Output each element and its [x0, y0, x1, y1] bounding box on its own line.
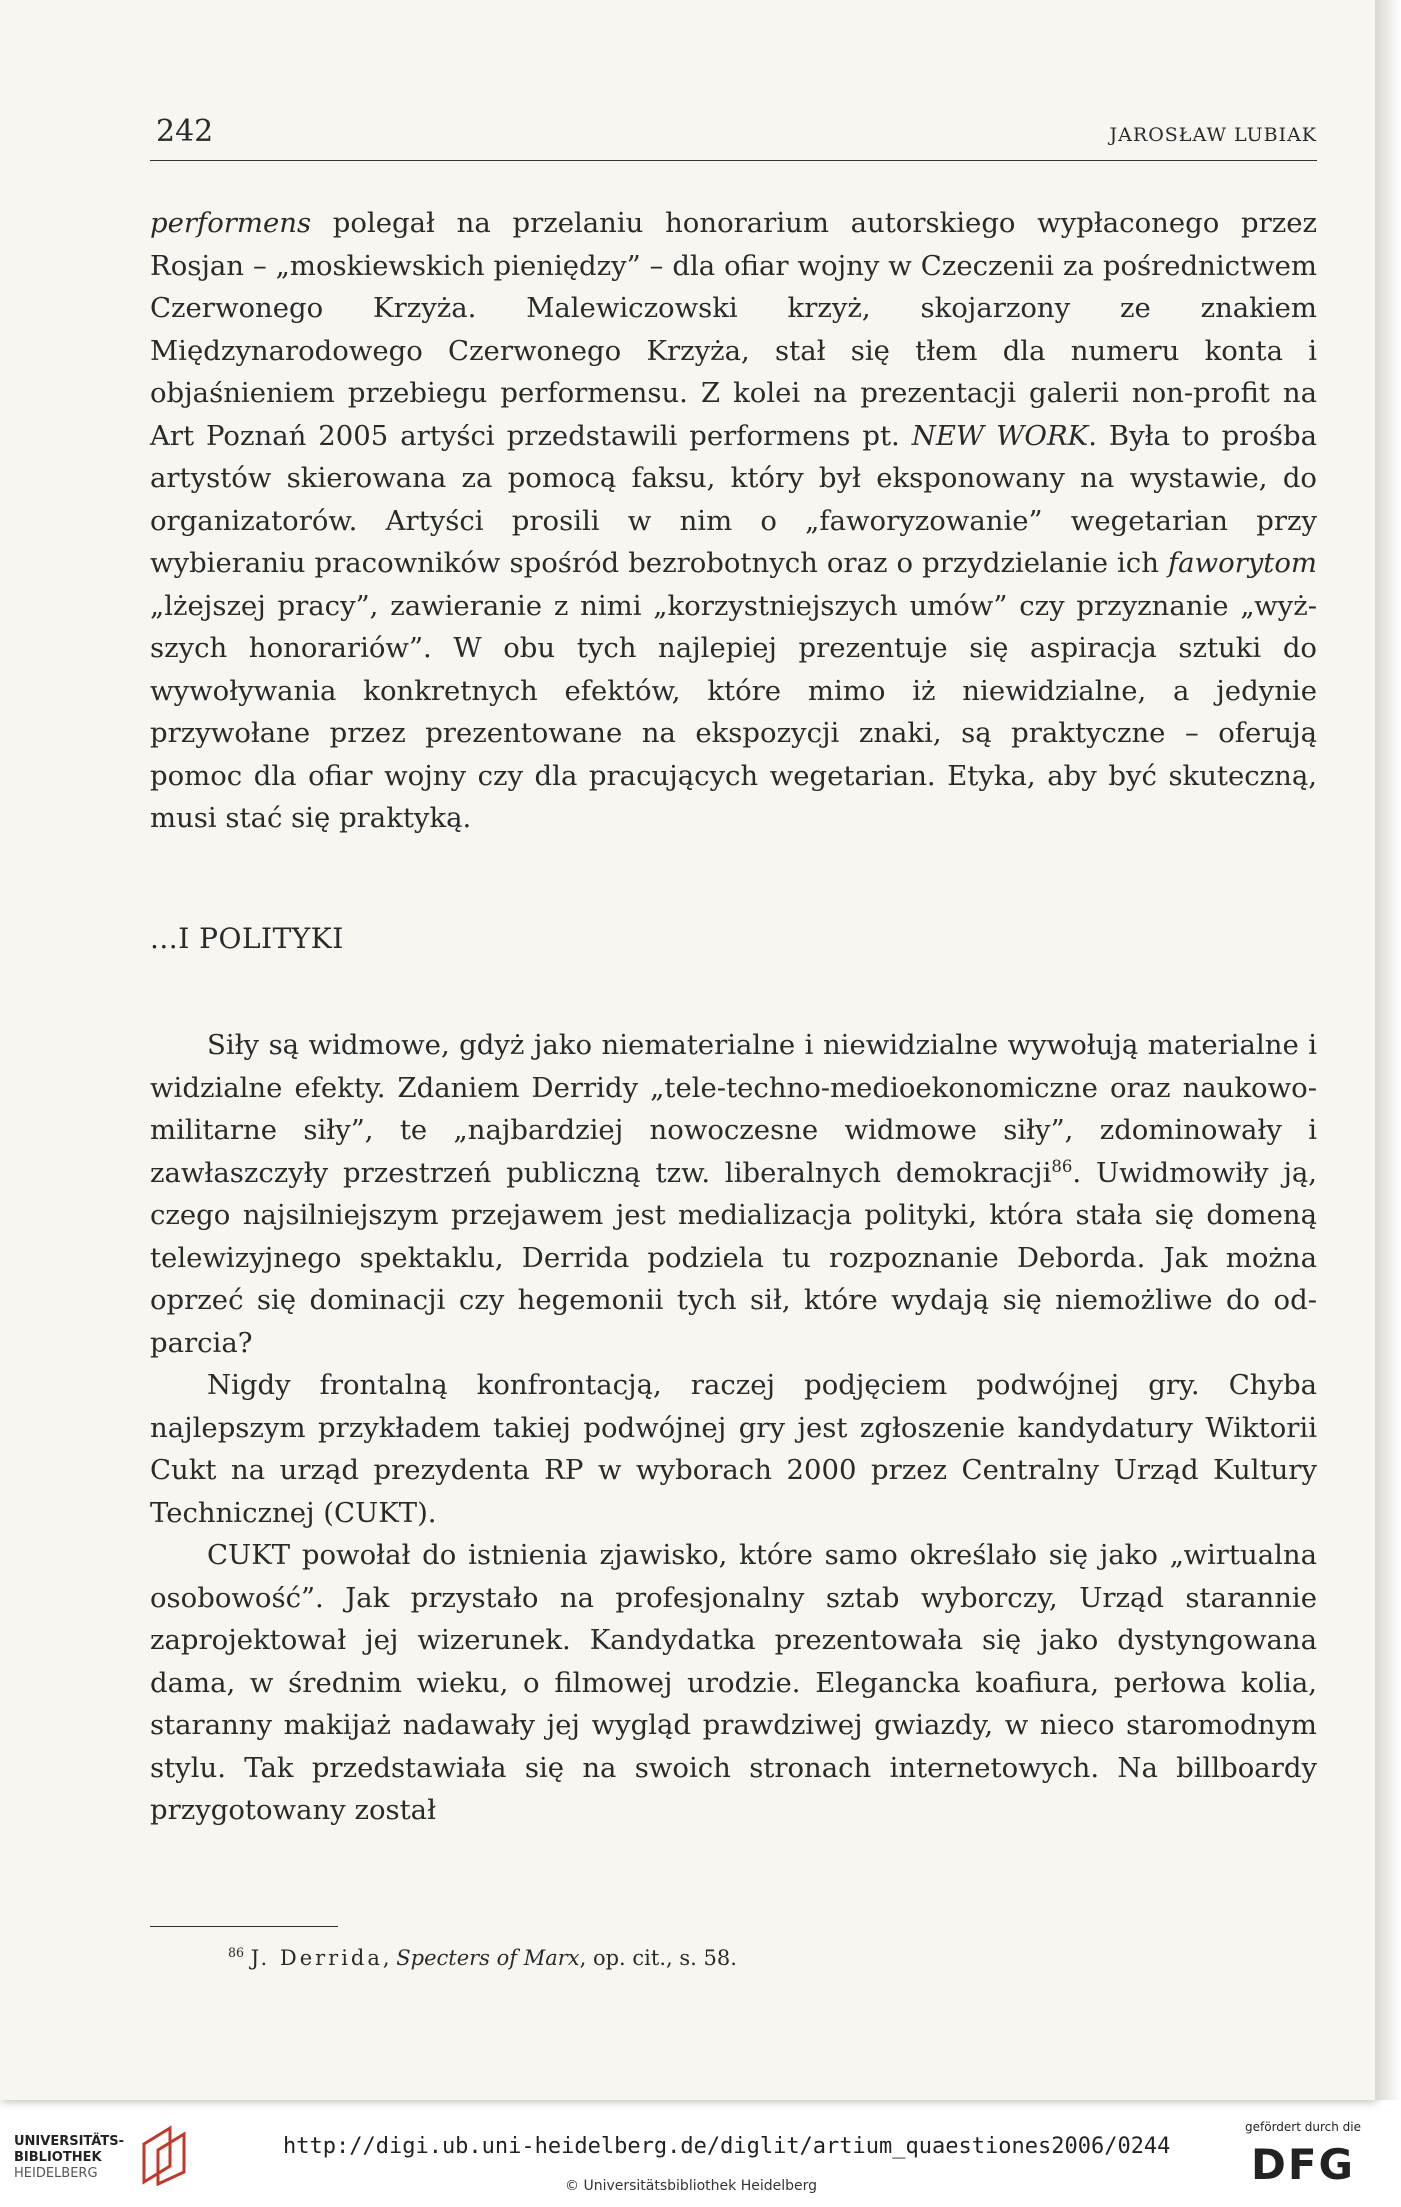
- italic-word: faworytom: [1167, 547, 1317, 579]
- page-number: 242: [156, 114, 214, 149]
- paragraph: performens polegał na przelaniu honorarium autorskiego wypłaconego przez Rosjan – „moskiewskich pieniędzy” – dla ofiar wojny w Czeczenii za pośrednictwem Czerwonego Krzyża. Malewiczowski krzyż, skojarzony ze znakiem Międzynarodowego Czerwonego Krzyża, stał się tłem dla numeru konta i objaśnieniem przebiegu performensu. Z kolei na prezentacji galerii non-profit na Art Poznań 2005 artyści przedstawili performens pt. NEW WORK. Była to prośba artystów skierowana za pomocą faksu, który był eksponowany na wystawie, do organizatorów. Artyści prosili w nim o „faworyzowanie” wegetarian przy wybieraniu pracowników spośród bezrobotnych oraz o przydzielanie ich faworytom „lżejszej pracy”, zawieranie z nimi „korzystniejszych umów” czy przyznanie „wyższych honorariów”. W obu tych najlepiej prezentuje się aspiracja sztuki do wywoływania konkretnych efektów, które mimo iż niewidzialne, a jedynie przywołane przez prezentowane na ekspozycji znaki, są praktyczne – oferują pomoc dla ofiar wojny czy dla pracujących wegetarian. Etyka, aby być skuteczną, musi stać się praktyką.: [150, 207, 1317, 834]
- library-mark-icon: [140, 2122, 196, 2186]
- footnote-author: J. Derrida: [250, 1946, 383, 1970]
- digitization-footer: [0, 2112, 1401, 2207]
- page-header: [150, 110, 1317, 161]
- footnote: $^{86}$ J. Derrida, Specters of Marx, op. cit., s. 58.: [228, 1945, 737, 1970]
- source-url[interactable]: http://digi.ub.uni-heidelberg.de/diglit/artium_quaestiones2006/0244: [283, 2134, 1171, 2159]
- footnote-title: Specters of Marx: [396, 1946, 580, 1970]
- italic-title: NEW WORK: [911, 419, 1089, 452]
- section-heading: ...I POLITYKI: [150, 921, 344, 955]
- body-text: [150, 202, 1317, 1832]
- library-logo[interactable]: UNIVERSITÄTS- BIBLIOTHEK HEIDELBERG: [14, 2134, 124, 2181]
- footnote-divider: [150, 1926, 338, 1927]
- footnote-number: 86: [228, 1945, 245, 1960]
- paragraph: Siły są widmowe, gdyż jako niematerialne i niewidzialne wywołują materialne i widzialne efekty. Zdaniem Derridy „tele-techno-medioekonomiczne oraz naukowo-militarne siły”, te „najbardziej nowoczesne widmowe siły”, zdominowały i zawłaszczyły przestrzeń publiczną tzw. liberalnych demokracji$^{86}$. Uwidmowiły ją, czego najsilniejszym przejawem jest medializacja polityki, która stała się domeną telewizyjnego spektaklu, Derrida podziela tu rozpoznanie Deborda. Jak można oprzeć się dominacji czy hegemonii tych sił, które wydają się niemożliwe do odparcia?: [150, 1029, 1317, 1359]
- copyright-notice: © Universitätsbibliothek Heidelberg: [565, 2178, 818, 2194]
- paragraph: CUKT powołał do istnienia zjawisko, które samo określało się jako „wirtualna osobowość”. Jak przystało na profesjonalny sztab wyborczy, Urząd starannie zaprojektował jej wizerunek. Kandydatka prezentowała się jako dystyngowana dama, w średnim wieku, o filmowej urodzie. Elegancka koafiura, perłowa kolia, staranny makijaż nadawały jej wygląd prawdziwej gwiazdy, w nieco staromodnym stylu. Tak przedstawiała się na swoich stronach internetowych. Na billboardy przygotowany został: [150, 1539, 1317, 1826]
- page-edge: [1375, 0, 1401, 2100]
- funder-logo[interactable]: gefördert durch die DFG: [1245, 2120, 1361, 2189]
- italic-term: performens: [150, 207, 312, 239]
- footnote-reference[interactable]: 86: [1051, 1156, 1073, 1176]
- paragraph: Nigdy frontalną konfrontacją, raczej podjęciem podwójnej gry. Chyba najlepszym przykładem takiej podwójnej gry jest zgłoszenie kandydatury Wiktorii Cukt na urząd prezydenta RP w wyborach 2000 przez Centralny Urząd Kultury Technicznej (CUKT).: [150, 1369, 1317, 1529]
- running-head: JAROSŁAW LUBIAK: [1109, 124, 1317, 146]
- footnote-rest: , op. cit., s. 58.: [579, 1946, 737, 1970]
